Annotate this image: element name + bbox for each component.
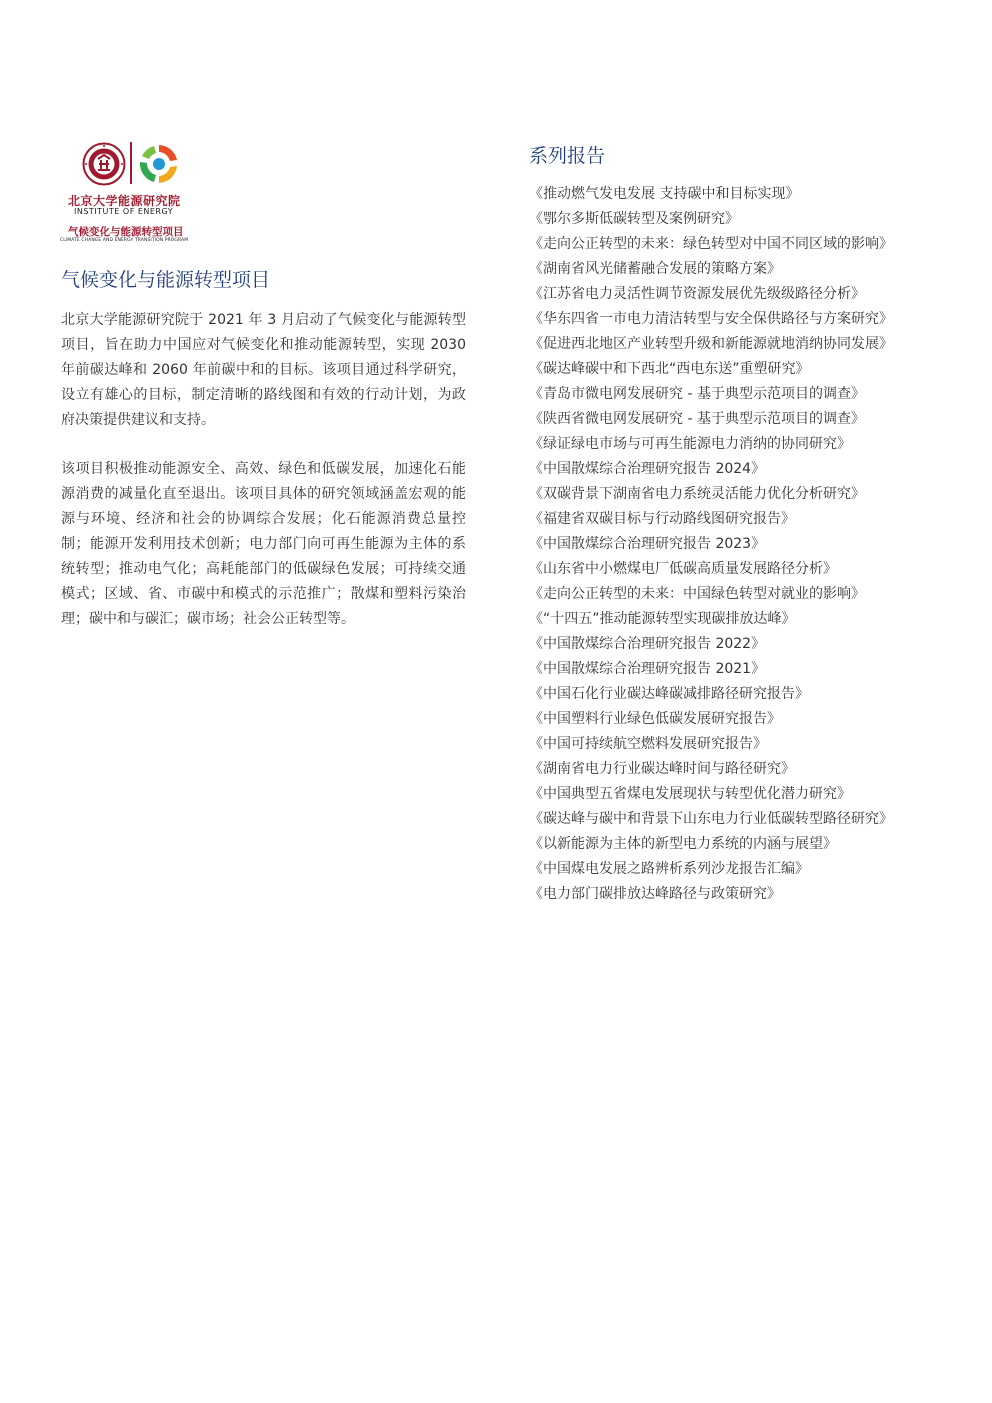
logo-org-cn: 北京大学能源研究院	[68, 194, 181, 208]
report-list-item: 《走向公正转型的未来：中国绿色转型对就业的影响》	[529, 586, 865, 602]
report-list-item: 《中国塑料行业绿色低碳发展研究报告》	[529, 711, 781, 727]
report-list-item: 《福建省双碳目标与行动路线图研究报告》	[529, 511, 795, 527]
report-list-item: 《促进西北地区产业转型升级和新能源就地消纳协同发展》	[529, 336, 893, 352]
report-list-item: 《青岛市微电网发展研究 - 基于典型示范项目的调查》	[529, 386, 865, 402]
energy-institute-icon	[137, 142, 181, 186]
report-list-item: 《推动燃气发电发展 支持碳中和目标实现》	[529, 186, 800, 202]
report-list-item: 《中国煤电发展之路辨析系列沙龙报告汇编》	[529, 861, 809, 877]
report-list-item: 《江苏省电力灵活性调节资源发展优先级级路径分析》	[529, 286, 865, 302]
logo-org-en: INSTITUTE OF ENERGY	[74, 207, 174, 216]
institute-logo	[60, 138, 260, 248]
report-list-item: 《湖南省风光储蓄融合发展的策略方案》	[529, 261, 781, 277]
report-list-item: 《陕西省微电网发展研究 - 基于典型示范项目的调查》	[529, 411, 865, 427]
report-list-item: 《碳达峰碳中和下西北“西电东送”重塑研究》	[529, 361, 810, 377]
report-list-item: 《中国可持续航空燃料发展研究报告》	[529, 736, 767, 752]
report-list-item: 《“十四五”推动能源转型实现碳排放达峰》	[529, 611, 796, 627]
program-intro-paragraph: 北京大学能源研究院于 2021 年 3 月启动了气候变化与能源转型项目，旨在助力中国应对气候变化和推动能源转型，实现 2030 年前碳达峰和 2060 年前碳中和的目标。该项目通过科学研究，设立有雄心的目标，制定清晰的路线图和有效的行动计划，为政府决策提供建议和支持。	[61, 312, 466, 428]
logo-icons	[82, 138, 202, 188]
report-list-item: 《走向公正转型的未来：绿色转型对中国不同区域的影响》	[529, 236, 893, 252]
report-list-item: 《绿证绿电市场与可再生能源电力消纳的协同研究》	[529, 436, 851, 452]
logo-program-cn: 气候变化与能源转型项目	[68, 226, 184, 238]
report-list-item: 《山东省中小燃煤电厂低碳高质量发展路径分析》	[529, 561, 837, 577]
report-list-item: 《中国散煤综合治理研究报告 2023》	[529, 536, 766, 552]
logo-divider	[130, 142, 132, 184]
report-list	[529, 182, 893, 907]
logo-program-en: CLIMATE CHANGE AND ENERGY TRANSITION PROGRAM	[60, 238, 189, 243]
report-list-item: 《中国散煤综合治理研究报告 2021》	[529, 661, 766, 677]
report-list-item: 《鄂尔多斯低碳转型及案例研究》	[529, 211, 739, 227]
report-list-item: 《中国散煤综合治理研究报告 2024》	[529, 461, 766, 477]
report-list-item: 《中国石化行业碳达峰碳减排路径研究报告》	[529, 686, 809, 702]
report-list-item: 《电力部门碳排放达峰路径与政策研究》	[529, 886, 781, 902]
pku-seal-icon	[82, 142, 126, 186]
program-title: 气候变化与能源转型项目	[61, 269, 271, 291]
report-list-item: 《碳达峰与碳中和背景下山东电力行业低碳转型路径研究》	[529, 811, 893, 827]
report-list-item: 《中国散煤综合治理研究报告 2022》	[529, 636, 766, 652]
program-scope-paragraph: 该项目积极推动能源安全、高效、绿色和低碳发展，加速化石能源消费的减量化直至退出。该项目具体的研究领域涵盖宏观的能源与环境、经济和社会的协调综合发展；化石能源消费总量控制；能源开发利用技术创新；电力部门向可再生能源为主体的系统转型；推动电气化；高耗能部门的低碳绿色发展；可持续交通模式；区域、省、市碳中和模式的示范推广；散煤和塑料污染治理；碳中和与碳汇；碳市场；社会公正转型等。	[61, 461, 466, 627]
series-reports-title: 系列报告	[529, 145, 606, 167]
report-list-item: 《湖南省电力行业碳达峰时间与路径研究》	[529, 761, 795, 777]
report-list-item: 《华东四省一市电力清洁转型与安全保供路径与方案研究》	[529, 311, 893, 327]
report-list-item: 《中国典型五省煤电发展现状与转型优化潜力研究》	[529, 786, 851, 802]
report-list-item: 《双碳背景下湖南省电力系统灵活能力优化分析研究》	[529, 486, 865, 502]
report-list-item: 《以新能源为主体的新型电力系统的内涵与展望》	[529, 836, 837, 852]
